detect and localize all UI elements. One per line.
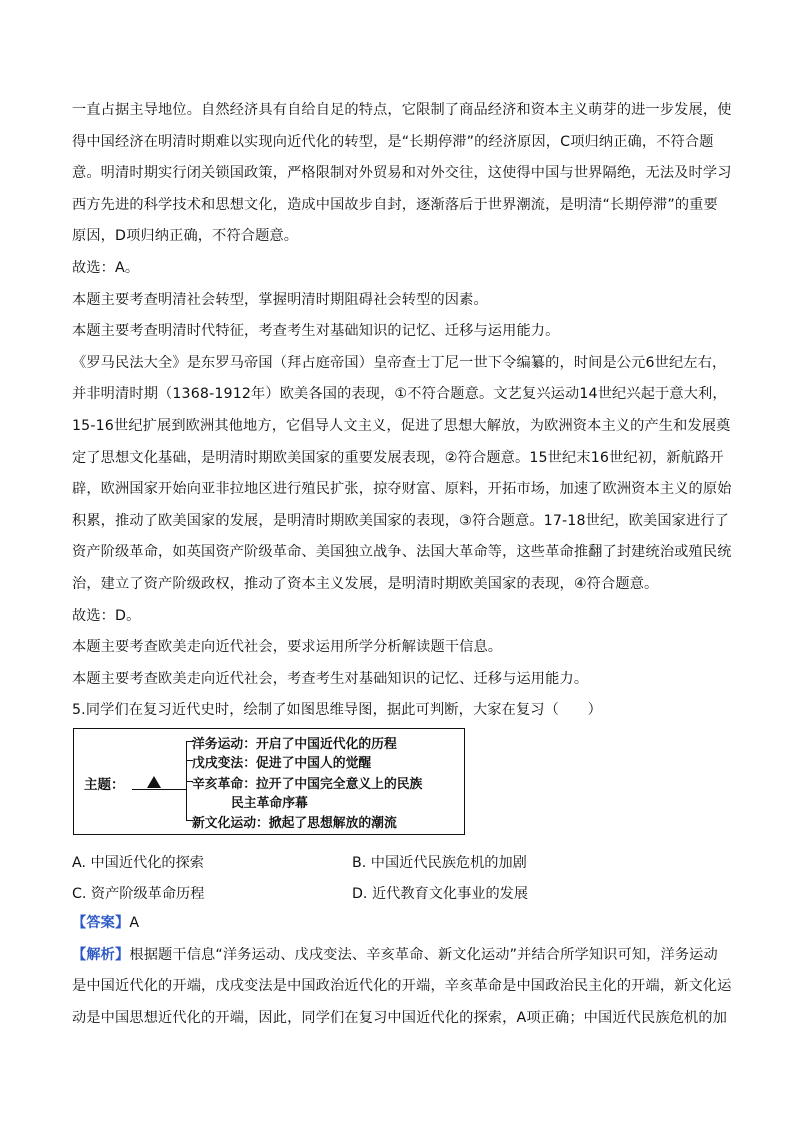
- paragraph-line: 15-16世纪扩展到欧洲其他地方，它倡导人文主义，促进了思想大解放，为欧洲资本主义的产生和发展奠: [72, 417, 731, 434]
- analysis-line: 动是中国思想近代化的开端，因此，同学们在复习中国近代化的探索，A项正确；中国近代民族危机的加: [72, 1009, 728, 1026]
- analysis-tag: 【解析】: [72, 946, 130, 963]
- paragraph-line: 资产阶级革命，如英国资产阶级革命、美国独立战争、法国大革命等，这些革命推翻了封建统治或殖民统: [72, 544, 732, 561]
- paragraph-line: 辟，欧洲国家开始向亚非拉地区进行殖民扩张，掠夺财富、原料，开拓市场，加速了欧洲资本主义的原始: [72, 481, 732, 498]
- paragraph-line: 积累，推动了欧美国家的发展，是明清时期欧美国家的表现，③符合题意。17-18世纪，欧美国家进行了: [72, 512, 730, 529]
- answer-value: A: [129, 915, 140, 931]
- answer-tag: 【答案】: [72, 915, 130, 931]
- paragraph-line: 故选：D。: [72, 607, 141, 624]
- paragraph-line: 治，建立了资产阶级政权，推动了资本主义发展，是明清时期欧美国家的表现，④符合题意。: [72, 575, 659, 592]
- triangle-icon: [147, 776, 161, 788]
- option-c: C. 资产阶级革命历程: [72, 886, 205, 902]
- analysis-text: 根据题干信息“洋务运动、戊戌变法、辛亥革命、新文化运动”并结合所学知识可知，洋务运动: [129, 946, 718, 963]
- paragraph-line: 本题主要考查明清时代特征，考查考生对基础知识的记忆、迁移与运用能力。: [72, 323, 560, 340]
- paragraph-line: 一直占据主导地位。自然经济具有自给自足的特点，它限制了商品经济和资本主义萌芽的进一步发展，使: [72, 102, 732, 118]
- paragraph-line: 原因，D项归纳正确，不符合题意。: [72, 228, 299, 245]
- option-a: A. 中国近代化的探索: [72, 855, 204, 871]
- paragraph-line: 《罗马民法大全》是东罗马帝国（拜占庭帝国）皇帝查士丁尼一世下令编纂的，时间是公元6世纪左右，: [72, 354, 727, 371]
- mind-map-blank-line: [132, 789, 186, 790]
- paragraph-line: 本题主要考查欧美走向近代社会，考查考生对基础知识的记忆、迁移与运用能力。: [72, 670, 589, 687]
- paragraph-line: 并非明清时期（1368-1912年）欧美各国的表现，①不符合题意。文艺复兴运动14世纪兴起于意大利，: [72, 386, 727, 403]
- answer-line: [72, 913, 732, 934]
- question-stem: 5.同学们在复习近代史时，绘制了如图思维导图，据此可判断，大家在复习（ ）: [72, 702, 602, 719]
- option-b: B. 中国近代民族危机的加剧: [352, 855, 527, 871]
- mind-map-item-continued: 民主革命序幕: [231, 796, 308, 811]
- mind-map-figure: [73, 728, 465, 835]
- paragraph-line: 本题主要考查欧美走向近代社会，要求运用所学分析解读题干信息。: [72, 639, 503, 656]
- mind-map-item: 洋务运动：开启了中国近代化的历程: [192, 737, 397, 752]
- mind-map-item: 新文化运动：掀起了思想解放的潮流: [192, 816, 397, 831]
- paragraph-line: 西方先进的科学技术和思想文化，造成中国故步自封，逐渐落后于世界潮流，是明清“长期停滞”的重要: [72, 196, 718, 213]
- option-d: D. 近代教育文化事业的发展: [352, 886, 529, 902]
- paragraph-line: 故选：A。: [72, 259, 140, 276]
- paragraph-line: 意。明清时期实行闭关锁国政策，严格限制对外贸易和对外交往，这使得中国与世界隔绝，无法及时学习: [72, 165, 732, 182]
- analysis-line: 是中国近代化的开端，戊戌变法是中国政治近代化的开端，辛亥革命是中国政治民主化的开端，新文化运: [72, 978, 732, 995]
- mind-map-title: 主题：: [84, 777, 125, 793]
- answer-section: [72, 913, 732, 1039]
- mind-map-item: 戊戌变法：促进了中国人的觉醒: [192, 756, 372, 771]
- body-text: [72, 100, 732, 732]
- analysis-line: [72, 945, 732, 966]
- paragraph-line: 得中国经济在明清时期难以实现向近代化的转型，是“长期停滞”的经济原因，C项归纳正确，不符合题: [72, 133, 714, 150]
- mind-map-item: 辛亥革命：拉开了中国完全意义上的民族: [192, 777, 423, 792]
- paragraph-line: 定了思想文化基础，是明清时期欧美国家的重要发展表现，②符合题意。15世纪末16世纪初，新航路开: [72, 449, 724, 466]
- paragraph-line: 本题主要考查明清社会转型，掌握明清时期阻碍社会转型的因素。: [72, 291, 488, 308]
